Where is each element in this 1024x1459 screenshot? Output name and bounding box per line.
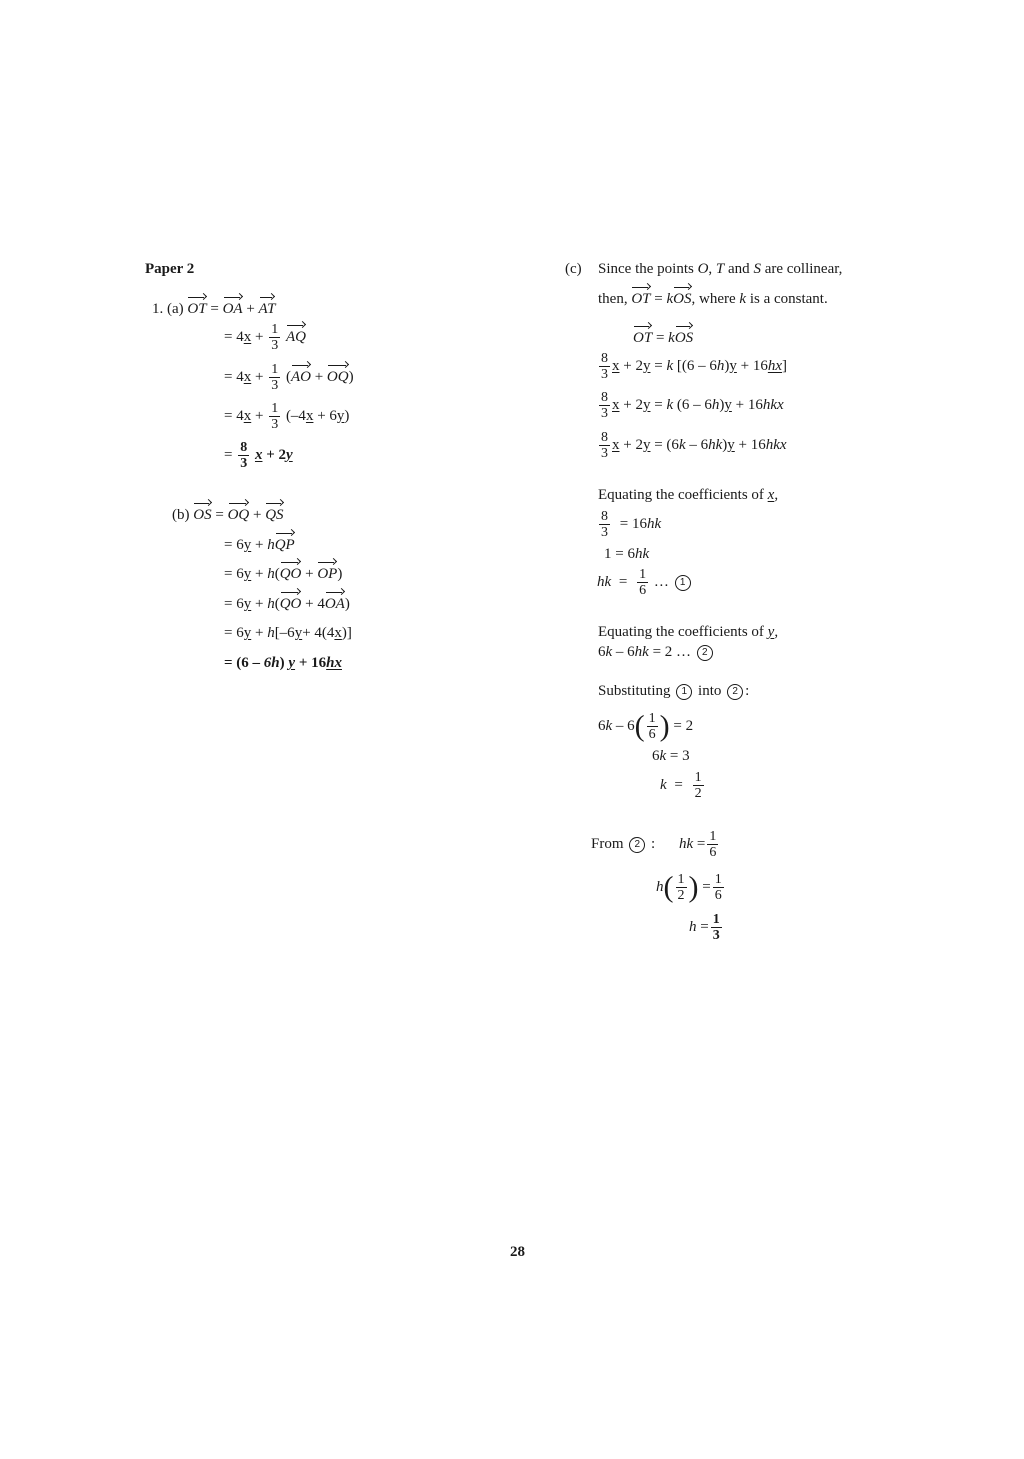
var-h: h <box>267 625 275 641</box>
term: = 16 <box>619 515 647 532</box>
part-a-line-2 <box>224 322 306 353</box>
vector-AO: AO <box>290 368 311 385</box>
part-b-line-1 <box>172 506 284 524</box>
coef-x-eq-1 <box>597 509 661 540</box>
part-a-line-4 <box>224 401 349 432</box>
term: + 2 <box>266 446 287 463</box>
term: [–6 <box>274 625 295 641</box>
text: into <box>698 683 722 699</box>
var-h: h <box>656 878 664 895</box>
term-hkx: hkx <box>762 396 784 413</box>
vector-y: y <box>336 407 345 424</box>
numerator: 1 <box>648 711 656 726</box>
var-h: h <box>711 396 720 413</box>
var-k: k <box>605 717 613 734</box>
page-number: 28 <box>510 1244 525 1260</box>
plus: + <box>254 625 264 641</box>
coef-y-eq-1 <box>598 643 715 661</box>
fraction-one-third <box>269 362 280 393</box>
vector-y: y <box>767 624 775 640</box>
circled-one-marker: 1 <box>675 575 691 591</box>
term: 1 = 6 <box>604 546 635 562</box>
plus: + <box>254 537 264 553</box>
numerator: 1 <box>271 322 279 337</box>
fraction-eight-thirds <box>599 509 610 540</box>
numerator: 1 <box>271 362 279 377</box>
denominator: 3 <box>271 338 279 353</box>
equals: = <box>700 918 709 935</box>
term: = 6 <box>224 537 244 553</box>
numerator: 8 <box>601 351 608 366</box>
part-b-line-5 <box>224 624 352 642</box>
equals: = <box>655 330 665 346</box>
fraction-one-third <box>269 401 280 432</box>
vector-OT: OT <box>187 301 207 317</box>
var-k: k <box>668 330 675 346</box>
fraction-one-half <box>676 872 687 903</box>
equals: = <box>654 396 663 413</box>
vector-OS: OS <box>674 330 694 346</box>
text: Since the points <box>598 261 694 277</box>
term: + 6 <box>317 407 337 424</box>
fraction-one-third <box>269 322 280 353</box>
part-a-line-1 <box>152 300 275 318</box>
equals: = <box>702 878 711 895</box>
fraction-one-sixth <box>707 829 718 860</box>
vector-y: y <box>286 446 293 463</box>
vector-x: x <box>305 407 314 424</box>
var-k: k <box>660 776 667 793</box>
term: – 6 <box>615 717 635 734</box>
part-b-label: (b) <box>172 507 190 523</box>
var-k: k <box>605 644 613 660</box>
denominator: 3 <box>712 928 720 943</box>
vector-OQ: OQ <box>326 368 349 385</box>
text: and <box>728 261 750 277</box>
numerator: 1 <box>677 872 685 887</box>
part-b-line-2 <box>224 536 295 554</box>
paren: ) <box>348 368 354 385</box>
vector-OS: OS <box>193 507 212 523</box>
numerator: 8 <box>601 509 608 524</box>
part-c-eq-4 <box>597 430 787 461</box>
equals: = <box>210 301 219 317</box>
term: + 16 <box>738 436 766 453</box>
vector-x: x <box>243 328 252 345</box>
denominator: 2 <box>694 786 702 801</box>
coef-x-eq-3 <box>597 567 693 598</box>
denominator: 3 <box>601 446 608 461</box>
vector-OA: OA <box>324 596 345 612</box>
var-h: h <box>267 537 275 553</box>
right-paren: ) <box>688 870 699 904</box>
equals: = <box>618 573 628 590</box>
part-a-line-3 <box>224 362 354 393</box>
vector-y: y <box>727 436 735 453</box>
part-c-eq-3 <box>597 390 784 421</box>
vector-y: y <box>642 357 651 374</box>
from-two-eq-2 <box>656 872 726 903</box>
paren: ) <box>279 655 285 671</box>
fraction-one-sixth <box>637 567 648 598</box>
plus: + <box>254 596 264 612</box>
part-c-eq-1 <box>633 329 693 347</box>
vector-hx: hx <box>326 655 342 671</box>
paren: ) <box>722 436 728 453</box>
term-hkx: hkx <box>765 436 787 453</box>
vector-x: x <box>243 368 252 385</box>
term-hk: hk <box>634 644 649 660</box>
denominator: 3 <box>601 406 608 421</box>
term: + 16 <box>740 357 768 374</box>
point-O: O <box>697 261 709 277</box>
term: = 4 <box>224 407 244 424</box>
vector-x: x <box>612 436 620 453</box>
vector-x: x <box>612 396 620 413</box>
text: is a constant. <box>749 291 828 307</box>
vector-y: y <box>729 357 737 374</box>
paper-title: Paper 2 <box>145 261 195 277</box>
text: Equating the coefficients of <box>598 487 764 503</box>
numerator: 1 <box>271 401 279 416</box>
var-k: k <box>666 291 674 307</box>
var-k: k <box>678 436 686 453</box>
term: )] <box>341 625 352 641</box>
denominator: 3 <box>601 367 608 382</box>
term-6h: 6h <box>263 655 280 671</box>
denominator: 3 <box>601 525 608 540</box>
circled-two-marker: 2 <box>629 837 645 853</box>
var-h: h <box>716 357 725 374</box>
circled-two-marker: 2 <box>697 645 713 661</box>
denominator: 6 <box>639 583 647 598</box>
ellipsis: … <box>653 573 669 590</box>
vector-x: x <box>612 357 620 374</box>
var-h: h <box>689 918 697 935</box>
term-hk: hk <box>708 436 723 453</box>
substitution-eq-3 <box>660 770 706 801</box>
coef-y-heading <box>598 623 778 641</box>
term: = 3 <box>669 748 690 764</box>
term: + 2 <box>623 357 643 374</box>
fraction-eight-thirds <box>599 351 610 382</box>
paren: ( <box>285 368 291 385</box>
vector-QO: QO <box>279 596 302 612</box>
denominator: 2 <box>677 888 685 903</box>
text: , <box>774 624 779 640</box>
var-k: k <box>666 396 674 413</box>
text: , where <box>691 291 736 307</box>
point-S: S <box>753 261 761 277</box>
text: then, <box>598 291 628 307</box>
term: = 6 <box>224 625 244 641</box>
plus: + <box>254 328 264 345</box>
term: + 4 <box>305 596 325 612</box>
vector-y: y <box>243 596 252 612</box>
term: = (6 <box>654 436 679 453</box>
denominator: 6 <box>648 727 656 742</box>
fraction-one-half <box>693 770 704 801</box>
var-k: k <box>739 291 747 307</box>
paren: ( <box>274 566 280 582</box>
vector-y: y <box>288 655 296 671</box>
equals: = <box>224 446 233 463</box>
numerator: 1 <box>712 912 720 927</box>
part-b-line-3 <box>224 565 342 583</box>
vector-x: x <box>334 625 342 641</box>
vector-AT: AT <box>258 301 276 317</box>
paren: ) <box>344 596 350 612</box>
term-hk: hk <box>597 573 612 590</box>
colon: : <box>651 835 656 852</box>
part-c-label: (c) <box>565 261 582 277</box>
term: = 4 <box>224 328 244 345</box>
text: From <box>591 835 624 852</box>
term: (–4 <box>285 407 306 424</box>
text: , <box>708 261 713 277</box>
vector-OT: OT <box>633 330 653 346</box>
var-k: k <box>659 748 667 764</box>
var-k: k <box>666 357 674 374</box>
paren: ) <box>719 396 725 413</box>
fraction-eight-thirds <box>238 440 249 471</box>
paren: ) <box>724 357 730 374</box>
equals: = <box>654 357 663 374</box>
vector-y: y <box>294 625 303 641</box>
vector-QS: QS <box>265 507 284 523</box>
text: Equating the coefficients of <box>598 624 764 640</box>
term: = 2 <box>673 717 694 734</box>
term: + 2 <box>623 396 643 413</box>
vector-OP: OP <box>317 566 338 582</box>
vector-x: x <box>254 446 263 463</box>
term: 6 <box>598 717 606 734</box>
part-b-line-4 <box>224 595 350 613</box>
point-T: T <box>715 261 725 277</box>
text: Substituting <box>598 683 671 699</box>
plus: + <box>314 368 324 385</box>
part-c-intro-1 <box>598 260 842 278</box>
denominator: 3 <box>271 417 279 432</box>
vector-QO: QO <box>279 566 302 582</box>
vector-x: x <box>243 407 252 424</box>
question-number: 1. <box>152 301 164 317</box>
term-hk: hk <box>634 546 650 562</box>
plus: + <box>254 407 264 424</box>
term: 6 <box>652 748 660 764</box>
term: 6 <box>598 644 606 660</box>
term: = 4 <box>224 368 244 385</box>
right-paren: ) <box>659 709 670 743</box>
vector-y: y <box>243 537 252 553</box>
equals: = <box>674 776 683 793</box>
final-answer-h <box>689 912 724 943</box>
coef-x-heading <box>598 486 778 504</box>
vector-AQ: AQ <box>285 328 306 345</box>
vector-QP: QP <box>274 537 295 553</box>
term-hk: hk <box>678 835 694 852</box>
plus: + <box>246 301 255 317</box>
equals: = <box>696 835 706 852</box>
numerator: 8 <box>601 390 608 405</box>
coef-x-eq-2 <box>604 545 649 563</box>
part-b-answer <box>224 654 342 672</box>
term: + 4(4 <box>302 625 335 641</box>
fraction-eight-thirds <box>599 390 610 421</box>
denominator: 3 <box>240 456 248 471</box>
term: = 6 <box>224 596 244 612</box>
part-c-intro-2 <box>598 290 828 308</box>
var-h: h <box>267 566 275 582</box>
term: (6 – 6 <box>676 396 712 413</box>
denominator: 6 <box>709 845 717 860</box>
term: + 16 <box>298 655 327 671</box>
part-a-answer <box>224 440 293 471</box>
plus: + <box>254 566 264 582</box>
fraction-eight-thirds <box>599 430 610 461</box>
numerator: 8 <box>240 440 248 455</box>
numerator: 1 <box>714 872 722 887</box>
plus: + <box>254 368 264 385</box>
term: [(6 – 6 <box>676 357 717 374</box>
text: are collinear, <box>764 261 843 277</box>
numerator: 1 <box>694 770 702 785</box>
part-c-eq-2 <box>597 351 787 382</box>
vector-OQ: OQ <box>227 507 250 523</box>
fraction-one-third <box>711 912 722 943</box>
denominator: 3 <box>271 378 279 393</box>
left-paren: ( <box>663 870 674 904</box>
substitution-heading <box>598 682 749 700</box>
vector-x: x <box>767 487 775 503</box>
numerator: 1 <box>709 829 717 844</box>
term: = 6 <box>224 566 244 582</box>
paren: ) <box>344 407 350 424</box>
numerator: 1 <box>639 567 647 582</box>
term: = (6 – <box>224 655 261 671</box>
var-h: h <box>267 596 275 612</box>
vector-OA: OA <box>222 301 243 317</box>
colon: : <box>745 683 750 699</box>
plus: + <box>305 566 314 582</box>
term: + 2 <box>623 436 643 453</box>
vector-OT: OT <box>631 291 651 307</box>
fraction-one-sixth <box>647 711 658 742</box>
vector-OS: OS <box>673 291 692 307</box>
term-hk: hk <box>646 515 662 532</box>
equals: = <box>654 291 663 307</box>
part-a-label: (a) <box>167 301 184 317</box>
circled-one-marker: 1 <box>676 684 692 700</box>
denominator: 6 <box>714 888 722 903</box>
paren: ( <box>274 596 280 612</box>
circled-two-marker: 2 <box>727 684 743 700</box>
bracket: ] <box>782 357 787 374</box>
term: – 6 <box>689 436 709 453</box>
substitution-eq-2 <box>652 747 690 765</box>
vector-y: y <box>724 396 732 413</box>
substitution-eq-1 <box>598 711 693 742</box>
vector-y: y <box>642 436 651 453</box>
equals: = <box>215 507 224 523</box>
paren: ) <box>337 566 343 582</box>
left-paren: ( <box>634 709 645 743</box>
vector-y: y <box>642 396 651 413</box>
from-two-eq-1 <box>591 829 720 860</box>
term: – 6 <box>615 644 635 660</box>
plus: + <box>252 507 262 523</box>
text: , <box>774 487 779 503</box>
vector-y: y <box>243 566 252 582</box>
numerator: 8 <box>601 430 608 445</box>
vector-hx: hx <box>767 357 782 374</box>
fraction-one-sixth <box>713 872 724 903</box>
term: = 2 … <box>652 644 692 660</box>
term: + 16 <box>735 396 763 413</box>
vector-y: y <box>243 625 252 641</box>
